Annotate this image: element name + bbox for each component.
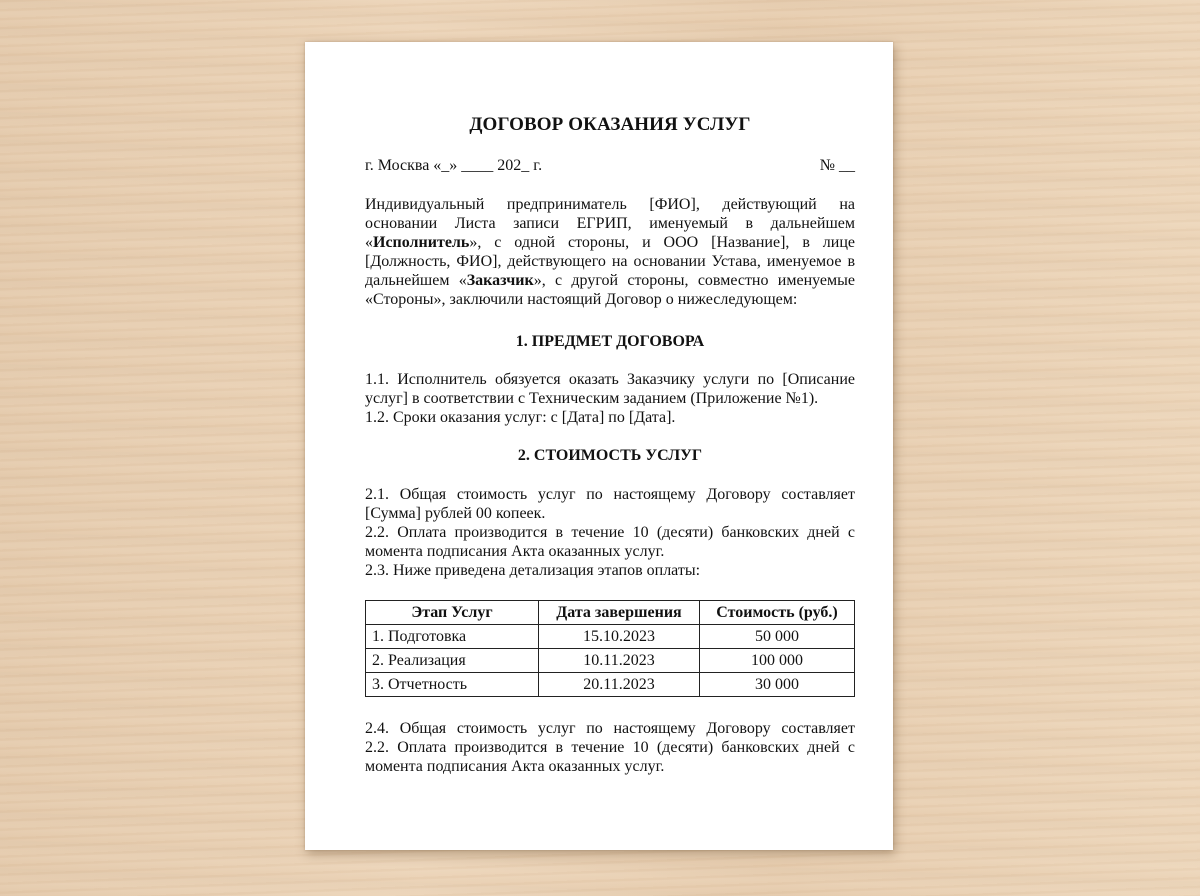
cell-cost: 50 000 [700,625,855,649]
contract-number: № __ [819,157,855,174]
table-row [366,649,855,673]
section-1-heading: 1. ПРЕДМЕТ ДОГОВОРА [515,333,705,350]
clause-1-2: 1.2. Сроки оказания услуг: с [Дата] по [Дата]. [365,409,676,426]
section-2-heading: 2. СТОИМОСТЬ УСЛУГ [517,447,703,464]
after-table-body [365,719,855,776]
table-header-row [366,601,855,625]
section-2-body [365,485,855,580]
executor-term: Исполнитель [373,234,470,251]
col-header-stage: Этап Услуг [366,601,539,625]
cell-cost: 100 000 [700,649,855,673]
payment-stages-table [365,600,855,697]
cell-stage: 2. Реализация [366,649,539,673]
col-header-date: Дата завершения [539,601,700,625]
document-title: ДОГОВОР ОКАЗАНИЯ УСЛУГ [469,114,751,135]
preamble-text-3: », с другой стороны, совместно именуемые «Стороны», заключили настоящий Договор о нижеследующем: [365,272,856,308]
place-date: г. Москва «_» ____ 202_ г. [365,157,543,174]
col-header-cost: Стоимость (руб.) [700,601,855,625]
clause-2-3: 2.3. Ниже приведена детализация этапов оплаты: [365,562,701,579]
clause-2-2: 2.2. Оплата производится в течение 10 (десяти) банковских дней с момента подписания Акта оказанных услуг. [365,524,855,560]
cell-date: 10.11.2023 [539,649,700,673]
cell-cost: 30 000 [700,673,855,697]
table-row [366,673,855,697]
place-date-line [365,156,855,175]
cell-date: 15.10.2023 [539,625,700,649]
preamble-text-1: Индивидуальный предприниматель [ФИО], действующий на основании Листа записи ЕГРИП, именуемый в дальнейшем « [365,196,855,251]
preamble-text-2: », с одной стороны, и ООО [Название], в лице [Должность, ФИО], действующего на основании Устава, именуемое в дальнейшем « [365,234,855,289]
section-1-body [365,370,855,427]
customer-term: Заказчик [466,272,534,289]
table-row [366,625,855,649]
clause-2-1: 2.1. Общая стоимость услуг по настоящему Договору составляет [Сумма] рублей 00 копеек. [365,486,855,522]
document-page [305,42,893,850]
clause-2-4: 2.4. Общая стоимость услуг по настоящему Договору составляет [365,720,855,737]
preamble-paragraph [365,195,855,309]
clause-2-2-repeat: 2.2. Оплата производится в течение 10 (десяти) банковских дней с момента подписания Акта оказанных услуг. [365,739,855,775]
clause-1-1: 1.1. Исполнитель обязуется оказать Заказчику услуги по [Описание услуг] в соответствии с Техническим заданием (Приложение №1). [365,371,855,407]
cell-stage: 3. Отчетность [366,673,539,697]
cell-stage: 1. Подготовка [366,625,539,649]
cell-date: 20.11.2023 [539,673,700,697]
